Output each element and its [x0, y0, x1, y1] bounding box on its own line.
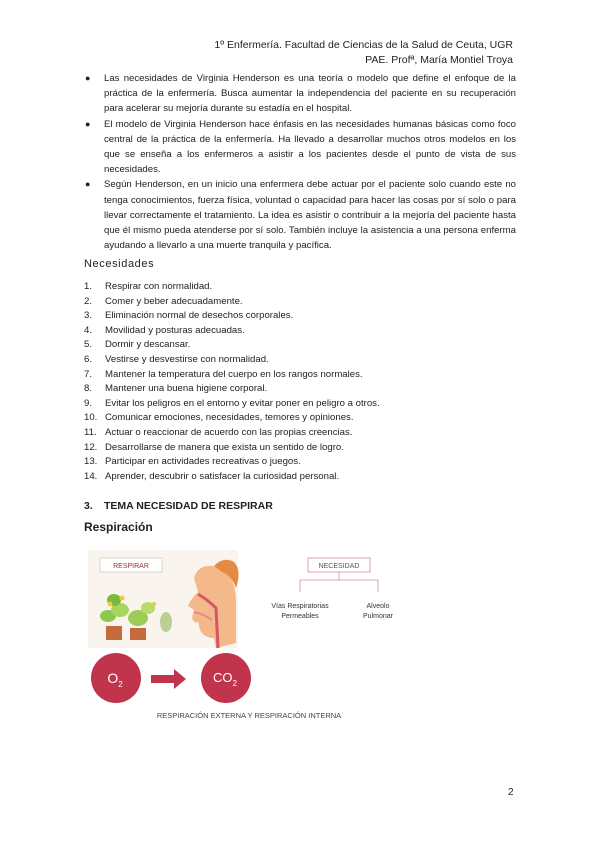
necesidad-connector-lines [300, 572, 378, 592]
list-item: 9. Evitar los peligros en el entorno y evitar poner en peligro a otros. [84, 397, 380, 409]
header-line-1: 1º Enfermería. Facultad de Ciencias de la Salud de Ceuta, UGR [214, 39, 513, 51]
header-line-2: PAE. Profª, María Montiel Troya [365, 54, 513, 66]
bullet-list [84, 71, 516, 253]
list-item: 3. Eliminación normal de desechos corporales. [84, 310, 294, 322]
page-number: 2 [508, 787, 514, 798]
list-item: 2. Comer y beber adecuadamente. [84, 295, 243, 307]
necesidad-label: NECESIDAD [318, 563, 360, 570]
bullet-dot-icon: ● [85, 118, 91, 129]
list-item: 1. Respirar con normalidad. [84, 281, 213, 292]
o2-label: $O_2$ [107, 670, 123, 689]
list-item: 4. Movilidad y posturas adecuadas. [84, 324, 245, 336]
list-item: 8. Mantener una buena higiene corporal. [84, 383, 268, 395]
list-item: 13. Participar en actividades recreativas o juegos. [84, 456, 301, 468]
bullet-dot-icon: ● [85, 73, 91, 83]
figure-caption: RESPIRACIÓN EXTERNA Y RESPIRACIÓN INTERNA [156, 711, 342, 720]
list-item: 11. Actuar o reaccionar de acuerdo con las propias creencias. [84, 426, 353, 438]
section-heading: 3. TEMA NECESIDAD DE RESPIRAR [84, 500, 273, 512]
branch-left-line2: Permeables [281, 613, 319, 620]
arrow-right-icon [151, 669, 186, 689]
list-item: 5. Dormir y descansar. [84, 339, 191, 351]
branch-right-line2: Pulmonar [363, 613, 393, 620]
list-item: 7. Mantener la temperatura del cuerpo en los rangos normales. [84, 368, 363, 380]
list-item: 10. Comunicar emociones, necesidades, temores y opiniones. [84, 412, 354, 424]
bullet-item: ● El modelo de Virginia Henderson hace énfasis en las necesidades humanas básicas como foco central de la práctica de la enfermería. Ha llevado a desarrollar muchos otros modelos en los que se enseña a los enfermeros a asistir a los pacientes desde el punto de vista de sus necesidades. [85, 118, 516, 176]
respiration-illustration [86, 548, 406, 728]
branch-left-line1: Vías Respiratorias [271, 603, 329, 610]
co2-label: $CO_2$ [213, 670, 237, 688]
bullet-item: ● Según Henderson, en un inicio una enfermera debe actuar por el paciente solo cuando este no tenga conocimientos, fuerza física, voluntad o capacidad para hacer las cosas por sí solo o para llevar correctamente el tratamiento. La idea es asistir o contribuir a la mejoría del paciente hasta que él mismo pueda atenderse por sí solo. También incluye la asistencia a una persona enferma ayudando a llevarlo a una muerte tranquila y pacífica. [85, 179, 516, 252]
list-item: 6. Vestirse y desvestirse con normalidad. [84, 353, 269, 365]
respiration-figure [86, 548, 406, 733]
section-title: Necesidades [84, 258, 155, 270]
page-header [214, 38, 513, 68]
subheading: Respiración [84, 520, 153, 534]
needs-list [84, 280, 380, 484]
bullet-dot-icon: ● [85, 179, 91, 190]
branch-right-line1: Alveolo [366, 603, 390, 610]
list-item: 12. Desarrollarse de manera que exista un sentido de logro. [84, 441, 344, 453]
list-item: 14. Aprender, descubrir o satisfacer la curiosidad personal. [84, 470, 340, 482]
bullet-item: ● Las necesidades de Virginia Henderson es una teoría o modelo que define el enfoque de la práctica de la enfermería. Busca aumentar la independencia del paciente en su recuperación para acelerar su mejoría durante su estadía en el hospital. [85, 73, 516, 115]
respirar-label: RESPIRAR [113, 563, 149, 570]
